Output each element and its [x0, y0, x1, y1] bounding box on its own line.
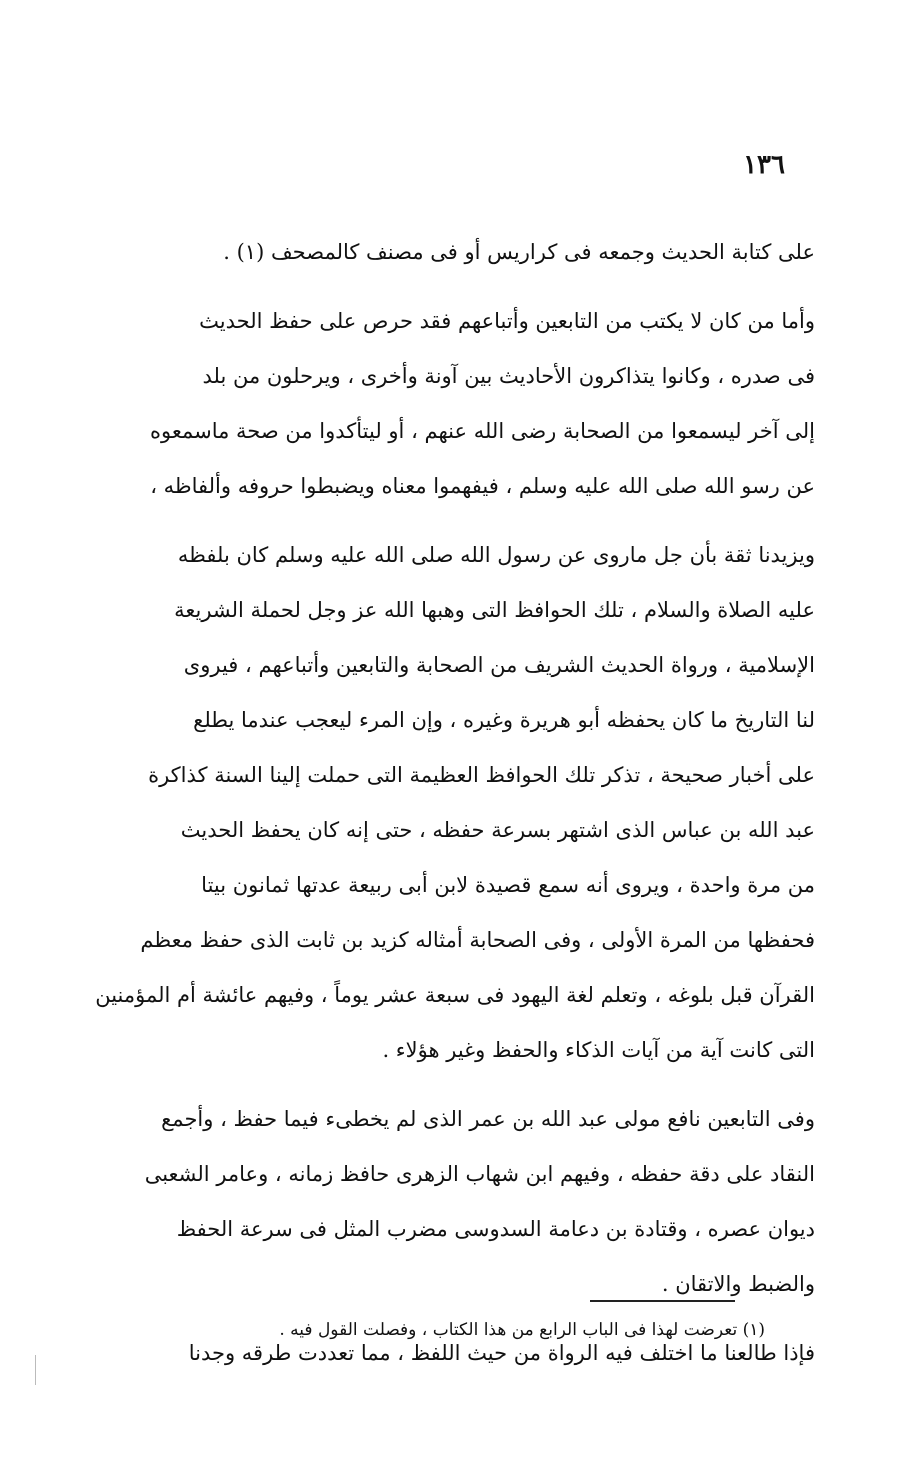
- text-line: فحفظها من المرة الأولى ، وفى الصحابة أمثاله كزيد بن ثابت الذى حفظ معظم: [140, 928, 815, 952]
- paragraph: [90, 225, 815, 280]
- text-line: عليه الصلاة والسلام ، تلك الحوافظ التى وهبها الله عز وجل لحملة الشريعة: [174, 598, 815, 622]
- margin-mark: [35, 1355, 36, 1385]
- body-text: [90, 225, 815, 1381]
- text-line: وأما من كان لا يكتب من التابعين وأتباعهم فقد حرص على حفظ الحديث: [199, 309, 815, 333]
- text-line: لنا التاريخ ما كان يحفظه أبو هريرة وغيره ، وإن المرء ليعجب عندما يطلع: [193, 708, 815, 732]
- text-line: على أخبار صحيحة ، تذكر تلك الحوافظ العظيمة التى حملت إلينا السنة كذاكرة: [148, 763, 815, 787]
- text-line: من مرة واحدة ، ويروى أنه سمع قصيدة لابن أبى ربيعة عدتها ثمانون بيتا: [201, 873, 815, 897]
- footnote: (١) تعرضت لهذا فى الباب الرابع من هذا الكتاب ، وفصلت القول فيه .: [279, 1320, 765, 1340]
- page-number: ١٣٦: [743, 150, 785, 180]
- text-line: النقاد على دقة حفظه ، وفيهم ابن شهاب الزهرى حافظ زمانه ، وعامر الشعبى: [144, 1162, 815, 1186]
- paragraph: [90, 528, 815, 1078]
- text-line: القرآن قبل بلوغه ، وتعلم لغة اليهود فى سبعة عشر يوماً ، وفيهم عائشة أم المؤمنين: [95, 983, 815, 1007]
- text-line: ديوان عصره ، وقتادة بن دعامة السدوسى مضرب المثل فى سرعة الحفظ: [176, 1217, 815, 1241]
- paragraph: [90, 1092, 815, 1312]
- text-line: التى كانت آية من آيات الذكاء والحفظ وغير هؤلاء .: [382, 1038, 815, 1062]
- text-line: عن رسو الله صلى الله عليه وسلم ، فيفهموا معناه ويضبطوا حروفه وألفاظه ،: [150, 474, 815, 498]
- footnote-divider: [590, 1300, 735, 1302]
- text-line: إلى آخر ليسمعوا من الصحابة رضى الله عنهم ، أو ليتأكدوا من صحة ماسمعوه: [150, 419, 815, 443]
- text-line: فإذا طالعنا ما اختلف فيه الرواة من حيث اللفظ ، مما تعددت طرقه وجدنا: [188, 1341, 815, 1365]
- text-line: فى صدره ، وكانوا يتذاكرون الأحاديث بين آونة وأخرى ، ويرحلون من بلد: [202, 364, 815, 388]
- text-line: ويزيدنا ثقة بأن جل ماروى عن رسول الله صلى الله عليه وسلم كان بلفظه: [177, 543, 815, 567]
- text-line: على كتابة الحديث وجمعه فى كراريس أو فى مصنف كالمصحف (١) .: [223, 240, 815, 264]
- text-line: وفى التابعين نافع مولى عبد الله بن عمر الذى لم يخطىء فيما حفظ ، وأجمع: [161, 1107, 815, 1131]
- text-line: عبد الله بن عباس الذى اشتهر بسرعة حفظه ، حتى إنه كان يحفظ الحديث: [180, 818, 815, 842]
- paragraph: [90, 294, 815, 514]
- text-line: والضبط والاتقان .: [661, 1272, 815, 1296]
- text-line: الإسلامية ، ورواة الحديث الشريف من الصحابة والتابعين وأتباعهم ، فيروى: [183, 653, 815, 677]
